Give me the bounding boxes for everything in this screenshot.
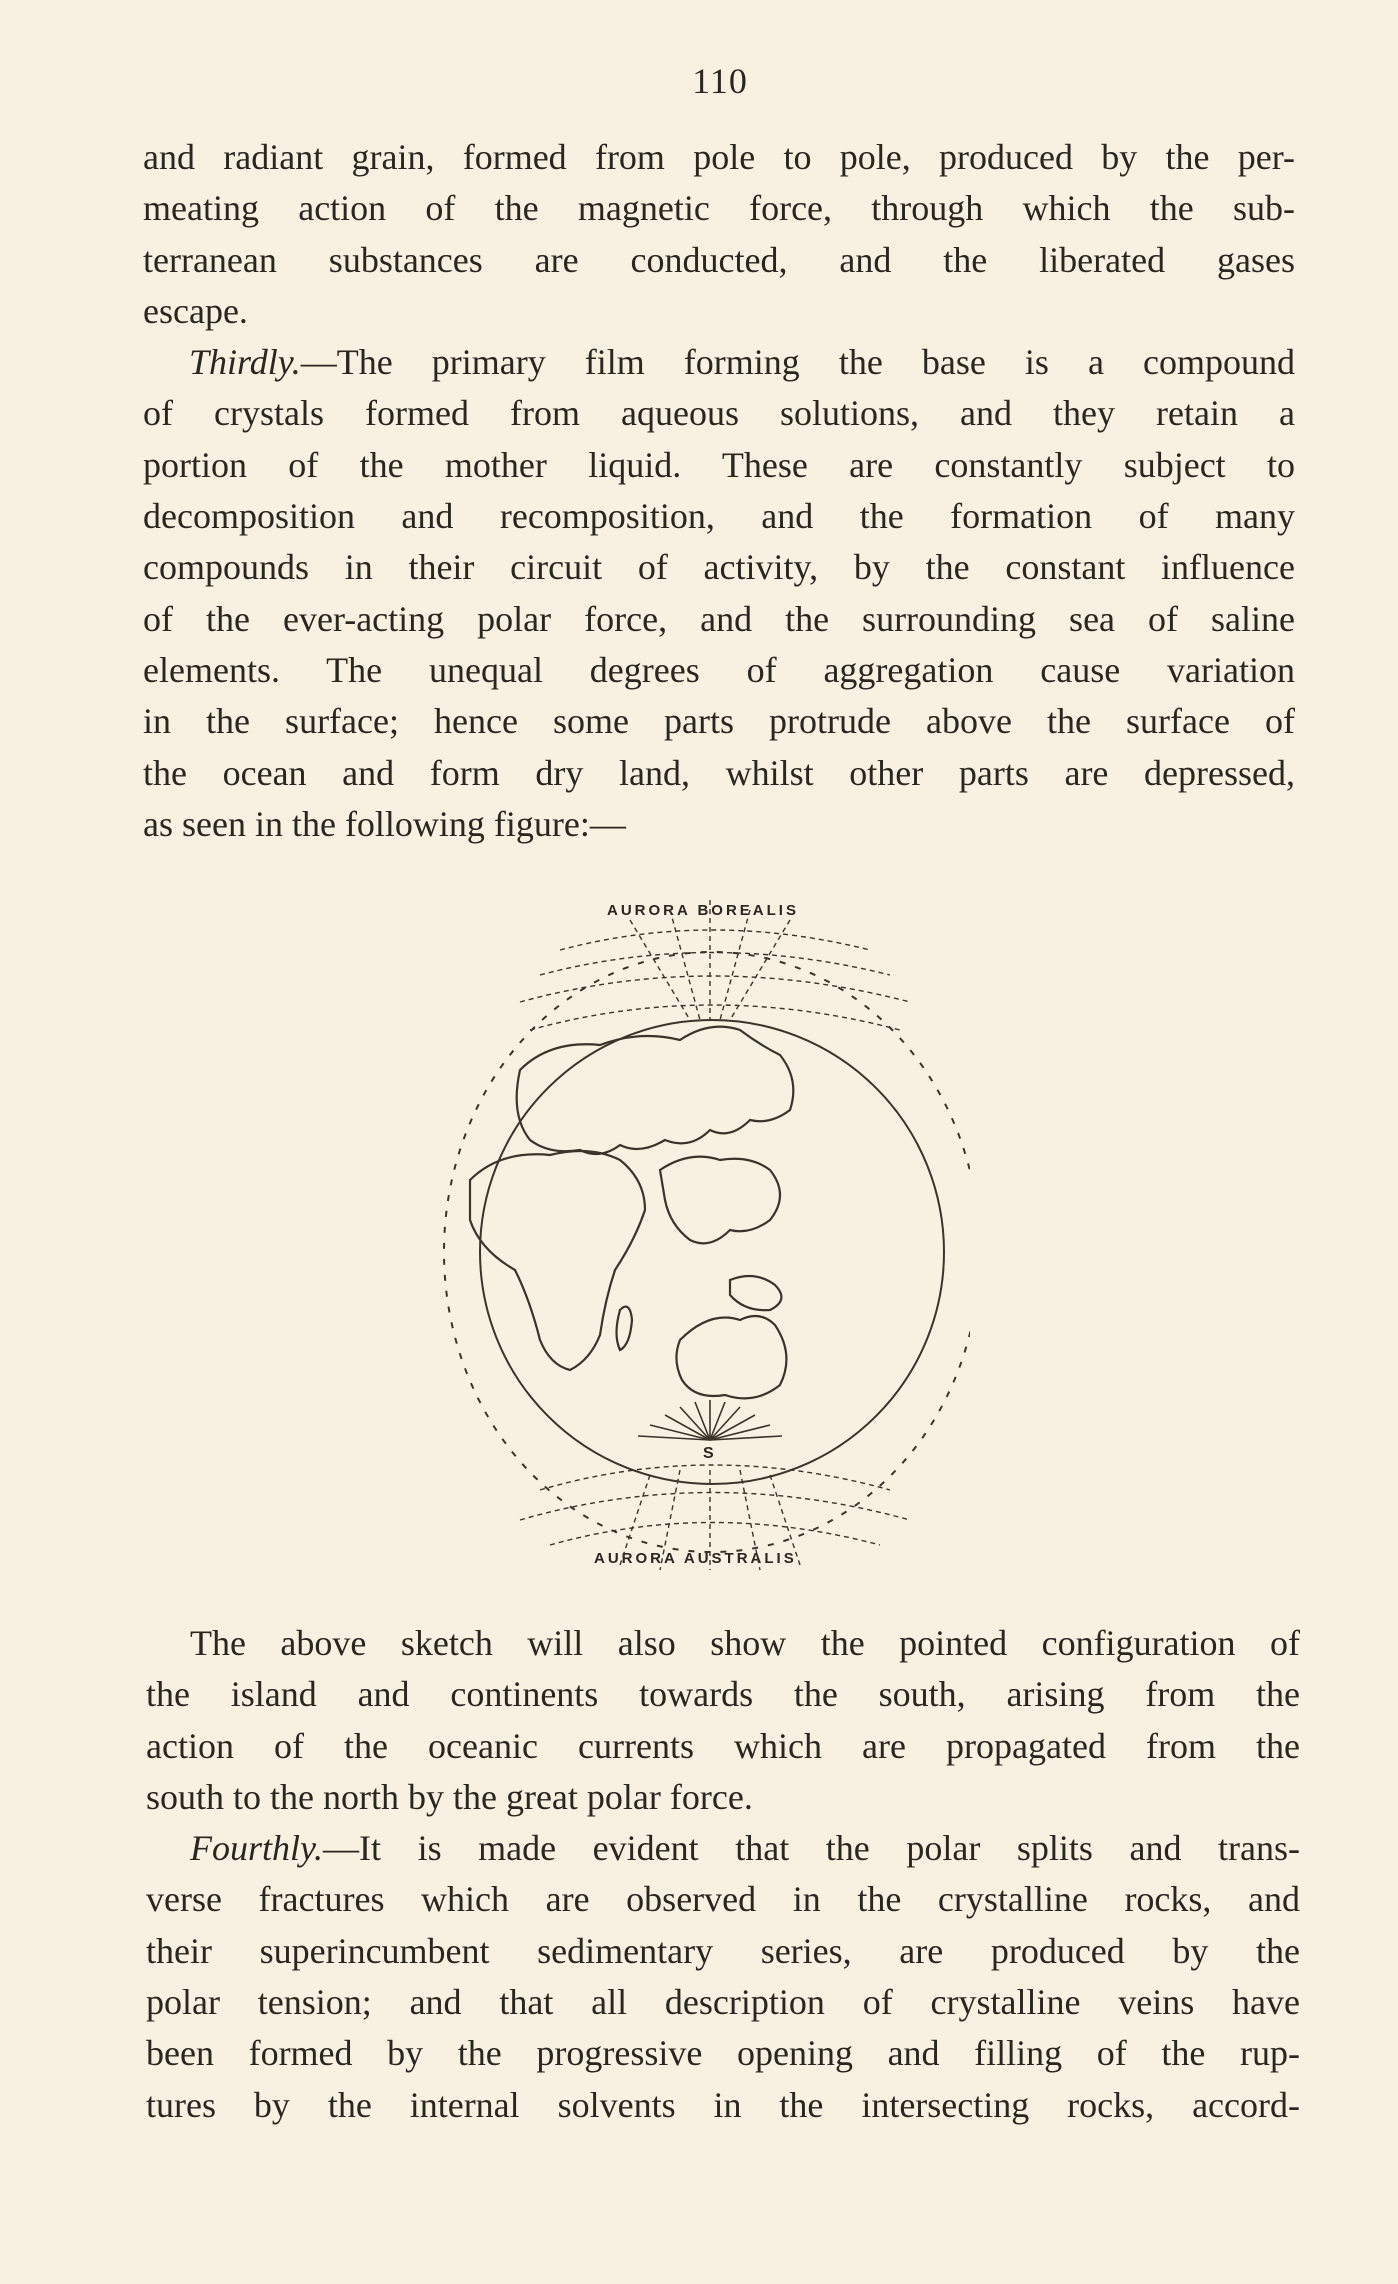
text-line [146,1823,1300,1874]
text-line: been formed by the progressive opening and filling of the rup- [146,2033,1300,2074]
text-line: as seen in the following figure:— [143,803,626,844]
text-line: action of the oceanic currents which are propagated from the [146,1725,1300,1766]
text-line: The above sketch will also show the pointed configuration of [190,1623,1300,1663]
caption-aurora-australis: AURORA AUSTRALIS [594,1550,797,1567]
text-line: polar tension; and that all description of crystalline veins have [146,1982,1300,2023]
text-line: tures by the internal solvents in the intersecting rocks, accord- [146,2084,1300,2125]
fourthly-label: Fourthly. [190,1828,323,1869]
text-line: in the surface; hence some parts protrude above the surface of [143,701,1295,742]
south-field-lines [520,1465,910,1570]
text-line: south to the north by the great polar force. [146,1776,753,1817]
outer-field-ellipse [444,952,970,1552]
text-line: of the ever-acting polar force, and the surrounding sea of saline [143,598,1295,639]
globe-figure [410,880,970,1580]
text-line: their superincumbent sedimentary series, are produced by the [146,1930,1300,1971]
text-line-part: —The primary film forming the base is a compound [300,342,1295,383]
text-line: escape. [143,290,248,331]
south-pole-label: S [703,1445,714,1462]
text-line-part: —It is made evident that the polar splits and trans- [323,1828,1300,1869]
text-line: portion of the mother liquid. These are constantly subject to [143,444,1295,485]
text-line: meating action of the magnetic force, through which the sub- [143,188,1295,229]
thirdly-label: Thirdly. [189,342,301,383]
text-line: of crystals formed from aqueous solutions, and they retain a [143,393,1295,434]
australia-outline [676,1316,786,1398]
north-field-lines [520,900,910,1030]
europe-outline [517,1027,794,1154]
islands-outline [730,1276,781,1310]
text-line: the island and continents towards the south, arising from the [146,1674,1300,1715]
page-number: 110 [692,61,748,101]
text-line: compounds in their circuit of activity, by the constant influence [143,547,1295,588]
south-radiant [638,1400,782,1440]
text-line: decomposition and recomposition, and the formation of many [143,496,1295,537]
text-line: the ocean and form dry land, whilst other parts are depressed, [143,752,1295,793]
text-line: terranean substances are conducted, and the liberated gases [143,239,1295,280]
text-line: elements. The unequal degrees of aggregation cause variation [143,649,1295,690]
text-block-bottom [146,1618,1300,2131]
text-line: verse fractures which are observed in the crystalline rocks, and [146,1879,1300,1920]
text-line: and radiant grain, formed from pole to pole, produced by the per- [143,137,1295,177]
text-block-top [143,132,1295,850]
globe-circle [480,1020,944,1484]
madagascar-outline [617,1307,633,1350]
asia-outline [660,1157,780,1244]
caption-aurora-borealis: AURORA BOREALIS [607,902,799,919]
text-line [143,337,1295,388]
continents [470,1027,793,1399]
